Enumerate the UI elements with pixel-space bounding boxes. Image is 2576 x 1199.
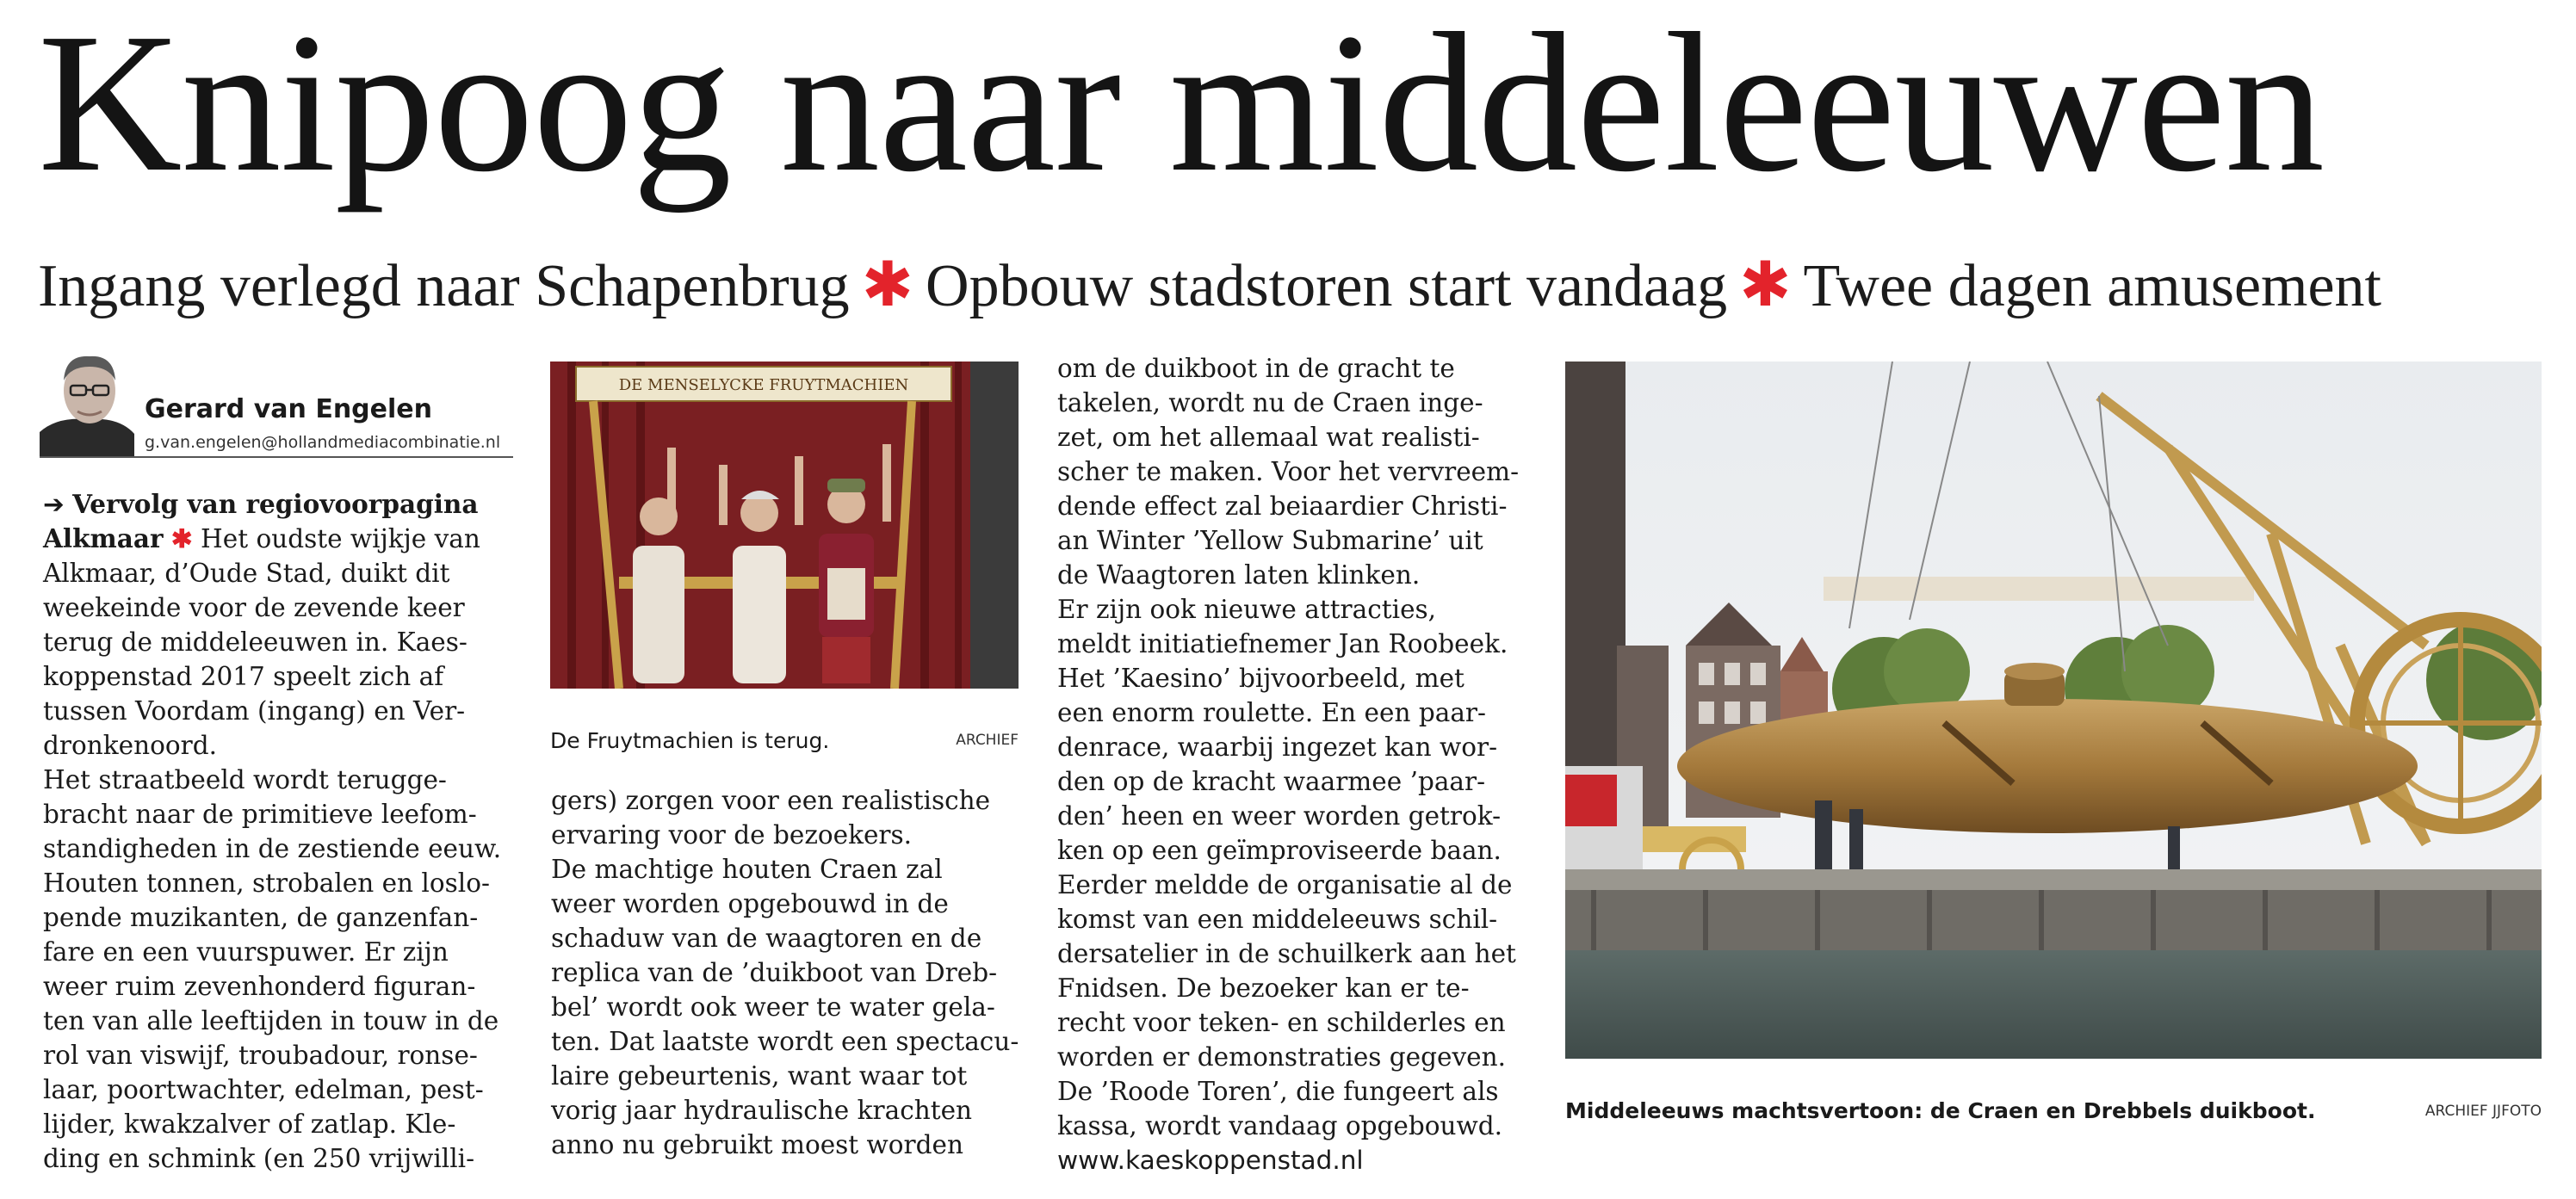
text-line: lijder, kwakzalver of zatlap. Kle- bbox=[43, 1109, 456, 1139]
red-star-icon: ✱ bbox=[1739, 248, 1792, 320]
text-line: scher te maken. Voor het vervreem- bbox=[1057, 457, 1520, 486]
text-line: een enorm roulette. En een paar- bbox=[1057, 698, 1486, 727]
text-line: ten. Dat laatste wordt een spectacu- bbox=[551, 1027, 1019, 1056]
caption-text: De Fruytmachien is terug. bbox=[550, 728, 830, 753]
text-line: bel’ wordt ook weer te water gela- bbox=[551, 992, 995, 1022]
text-line: Alkmaar, d’Oude Stad, duikt dit bbox=[43, 559, 450, 588]
caption-text: Middeleeuws machtsvertoon: de Craen en Drebbels duikboot. bbox=[1565, 1098, 2316, 1123]
subhead-2: Opbouw stadstoren start vandaag bbox=[926, 253, 1728, 319]
text-line: dronkenoord. bbox=[43, 731, 217, 760]
text-line: Het oudste wijkje van bbox=[201, 524, 480, 553]
text-line: ding en schmink (en 250 vrijwilli- bbox=[43, 1144, 475, 1173]
red-star-icon: ✱ bbox=[861, 248, 914, 320]
photo-caption-2 bbox=[1565, 1098, 2542, 1133]
text-line: dersatelier in de schuilkerk aan het bbox=[1057, 939, 1516, 968]
sign-text: DE MENSELYCKE FRUYTMACHIEN bbox=[618, 376, 909, 394]
red-star-icon: ✱ bbox=[170, 523, 193, 553]
text-line: ken op een geïmproviseerde baan. bbox=[1057, 836, 1502, 865]
article-column-2 bbox=[551, 783, 1033, 1162]
text-line: weer ruim zevenhonderd figuran- bbox=[43, 972, 476, 1001]
text-line: den’ heen en weer worden getrok- bbox=[1057, 801, 1502, 831]
text-line: an Winter ’Yellow Submarine’ uit bbox=[1057, 526, 1483, 555]
text-line: De machtige houten Craen zal bbox=[551, 855, 943, 884]
author-avatar bbox=[40, 337, 134, 456]
text-line: Houten tonnen, strobalen en loslo- bbox=[43, 868, 490, 898]
text-line: Er zijn ook nieuwe attracties, bbox=[1057, 595, 1437, 624]
headline: Knipoog naar middeleeuwen bbox=[38, 0, 2325, 213]
text-line: den op de kracht waarmee ’paar- bbox=[1057, 767, 1486, 796]
text-line: vorig jaar hydraulische krachten bbox=[551, 1096, 973, 1125]
text-line: fare en een vuurspuwer. Er zijn bbox=[43, 937, 449, 967]
text-line: schaduw van de waagtoren en de bbox=[551, 924, 982, 953]
subhead-1: Ingang verlegd naar Schapenbrug bbox=[38, 253, 850, 319]
text-line: ervaring voor de bezoekers. bbox=[551, 820, 913, 850]
text-line: replica van de ’duikboot van Dreb- bbox=[551, 958, 998, 987]
text-line: weer worden opgebouwd in de bbox=[551, 889, 949, 918]
photo-craen-duikboot bbox=[1565, 362, 2542, 1059]
text-line: Het straatbeeld wordt terugge- bbox=[43, 765, 447, 794]
arrow-right-icon: ➔ bbox=[43, 490, 65, 519]
article-column-3 bbox=[1057, 351, 1539, 1177]
subhead-3: Twee dagen amusement bbox=[1803, 253, 2382, 319]
text-line: koppenstad 2017 speelt zich af bbox=[43, 662, 444, 691]
lead-place: Alkmaar bbox=[43, 523, 164, 553]
text-line: laar, poortwachter, edelman, pest- bbox=[43, 1075, 484, 1104]
text-line: zet, om het allemaal wat realisti- bbox=[1057, 423, 1480, 452]
text-line: Eerder meldde de organisatie al de bbox=[1057, 870, 1513, 899]
text-line: meldt initiatiefnemer Jan Roobeek. bbox=[1057, 629, 1508, 658]
text-line: om de duikboot in de gracht te bbox=[1057, 354, 1455, 383]
article-column-1 bbox=[43, 487, 525, 1176]
text-line: Fnidsen. De bezoeker kan er te- bbox=[1057, 973, 1470, 1003]
text-line: anno nu gebruikt moest worden bbox=[551, 1130, 963, 1159]
text-line: standigheden in de zestiende eeuw. bbox=[43, 834, 502, 863]
text-line: gers) zorgen voor een realistische bbox=[551, 786, 991, 815]
text-line: Het ’Kaesino’ bijvoorbeeld, met bbox=[1057, 664, 1464, 693]
text-line: bracht naar de primitieve leefom- bbox=[43, 800, 477, 829]
text-line: denrace, waarbij ingezet kan wor- bbox=[1057, 732, 1498, 762]
text-line: laire gebeurtenis, want waar tot bbox=[551, 1061, 968, 1091]
subheads bbox=[38, 241, 2381, 327]
text-line: De ’Roode Toren’, die fungeert als bbox=[1057, 1077, 1499, 1106]
website-link[interactable]: www.kaeskoppenstad.nl bbox=[1057, 1146, 1364, 1175]
text-line: terug de middeleeuwen in. Kaes- bbox=[43, 627, 468, 657]
photo-credit: ARCHIEF JJFOTO bbox=[2424, 1103, 2542, 1120]
text-line: pende muzikanten, de ganzenfan- bbox=[43, 903, 479, 932]
byline-name: Gerard van Engelen bbox=[145, 394, 432, 424]
text-line: weekeinde voor de zevende keer bbox=[43, 593, 465, 622]
byline-email[interactable]: g.van.engelen@hollandmediacombinatie.nl bbox=[145, 433, 501, 452]
divider bbox=[40, 456, 513, 458]
text-line: kassa, wordt vandaag opgebouwd. bbox=[1057, 1111, 1503, 1140]
photo-caption-1 bbox=[550, 728, 1019, 763]
text-line: ten van alle leeftijden in touw in de bbox=[43, 1006, 499, 1035]
text-line: de Waagtoren laten klinken. bbox=[1057, 560, 1421, 590]
text-line: recht voor teken- en schilderles en bbox=[1057, 1008, 1506, 1037]
photo-fruytmachien bbox=[550, 362, 1019, 689]
photo-credit: ARCHIEF bbox=[956, 732, 1019, 749]
text-line: worden er demonstraties gegeven. bbox=[1057, 1042, 1506, 1072]
lead-continuation: Vervolg van regiovoorpagina bbox=[72, 489, 479, 519]
text-line: komst van een middeleeuws schil- bbox=[1057, 905, 1498, 934]
text-line: rol van viswijf, troubadour, ronse- bbox=[43, 1041, 478, 1070]
text-line: dende effect zal beiaardier Christi- bbox=[1057, 491, 1508, 521]
text-line: takelen, wordt nu de Craen inge- bbox=[1057, 388, 1483, 417]
text-line: tussen Voordam (ingang) en Ver- bbox=[43, 696, 466, 726]
